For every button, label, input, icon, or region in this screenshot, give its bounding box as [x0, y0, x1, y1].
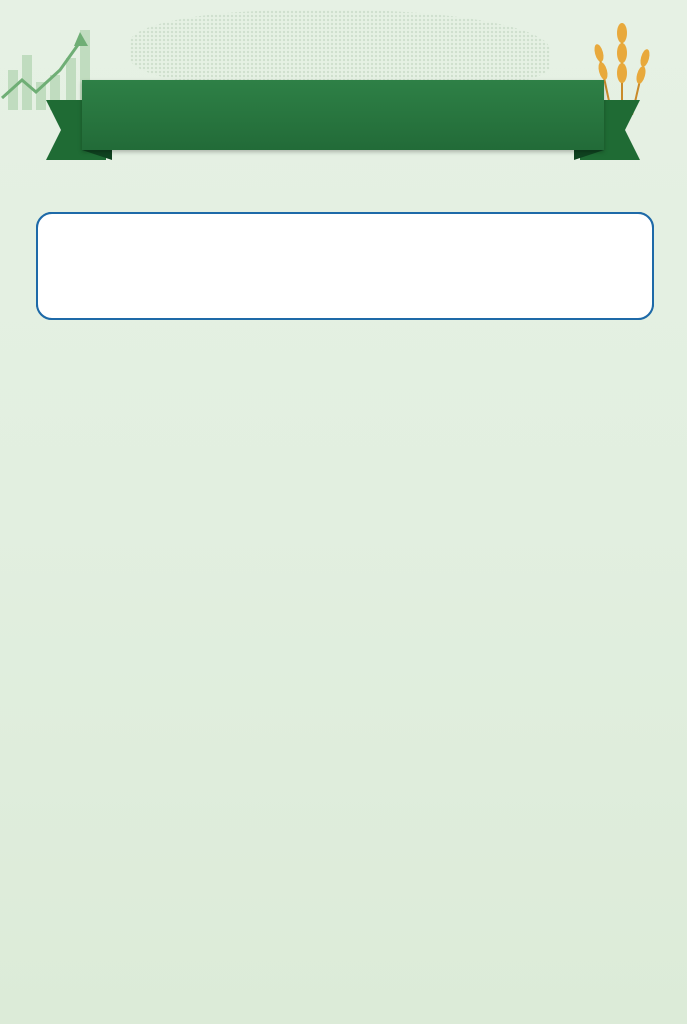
section-1	[36, 212, 654, 320]
title-ribbon	[46, 80, 640, 168]
ribbon-band	[82, 80, 604, 150]
world-map-background	[130, 10, 550, 90]
